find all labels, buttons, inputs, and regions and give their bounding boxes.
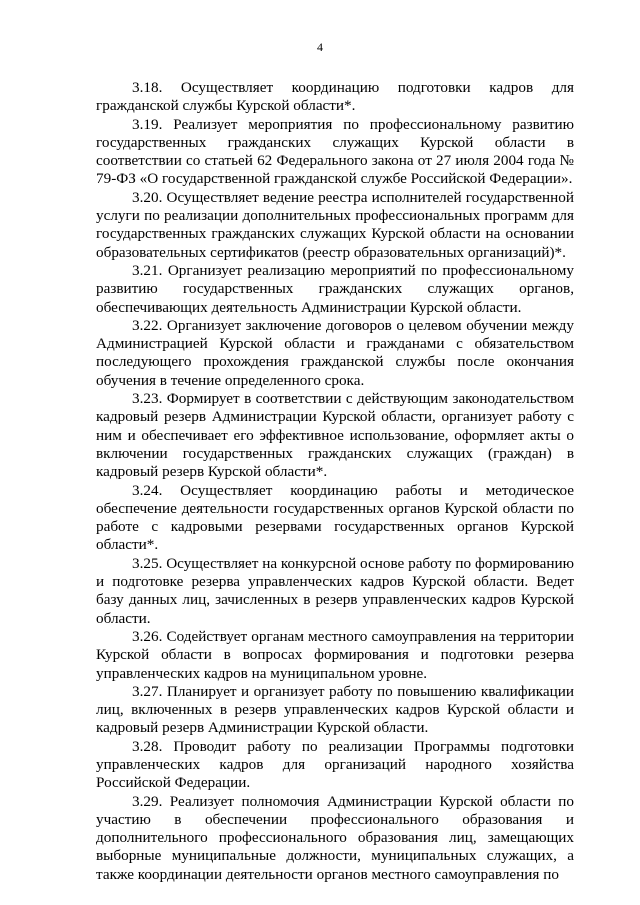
paragraph-3-28: 3.28. Проводит работу по реализации Программы подготовки управленческих кадров для организаций народного хозяйства Российской Федерации.	[96, 737, 574, 792]
paragraph-3-25: 3.25. Осуществляет на конкурсной основе работу по формированию и подготовке резерва управленческих кадров Курской области. Ведет базу данных лиц, зачисленных в резерв управленческих кадров Курской области.	[96, 554, 574, 627]
paragraph-3-24: 3.24. Осуществляет координацию работы и методическое обеспечение деятельности государственных органов Курской области по работе с кадровыми резервами государственных органов Курской области*.	[96, 481, 574, 554]
paragraph-3-21: 3.21. Организует реализацию мероприятий по профессиональному развитию государственных гражданских служащих органов, обеспечивающих деятельность Администрации Курской области.	[96, 261, 574, 316]
paragraph-3-26: 3.26. Содействует органам местного самоуправления на территории Курской области в вопросах формирования и подготовки резерва управленческих кадров на муниципальном уровне.	[96, 627, 574, 682]
paragraph-3-27: 3.27. Планирует и организует работу по повышению квалификации лиц, включенных в резерв управленческих кадров Курской области и кадровый резерв Администрации Курской области.	[96, 682, 574, 737]
paragraph-3-22: 3.22. Организует заключение договоров о целевом обучении между Администрацией Курской области и гражданами с обязательством последующего прохождения гражданской службы после окончания обучения в течение определенного срока.	[96, 316, 574, 389]
paragraph-3-19: 3.19. Реализует мероприятия по профессиональному развитию государственных гражданских служащих Курской области в соответствии со статьей 62 Федерального закона от 27 июля 2004 года № 79-ФЗ «О государственной гражданской службе Российской Федерации».	[96, 115, 574, 188]
document-body	[96, 79, 574, 884]
paragraph-3-18: 3.18. Осуществляет координацию подготовки кадров для гражданской службы Курской области*.	[96, 79, 574, 115]
page-number: 4	[317, 40, 323, 54]
paragraph-3-20: 3.20. Осуществляет ведение реестра исполнителей государственной услуги по реализации дополнительных профессиональных программ для государственных гражданских служащих Курской области на основании образовательных сертификатов (реестр образовательных организаций)*.	[96, 188, 574, 261]
paragraph-3-23: 3.23. Формирует в соответствии с действующим законодательством кадровый резерв Администрации Курской области, организует работу с ним и обеспечивает его эффективное использование, оформляет акты о включении государственных гражданских служащих (граждан) в кадровый резерв Курской области*.	[96, 390, 574, 481]
paragraph-3-29: 3.29. Реализует полномочия Администрации Курской области по участию в обеспечении профессионального образования и дополнительного профессионального образования лиц, замещающих выборные муниципальные должности, муниципальных служащих, а также координации деятельности органов местного самоуправления по	[96, 792, 574, 883]
